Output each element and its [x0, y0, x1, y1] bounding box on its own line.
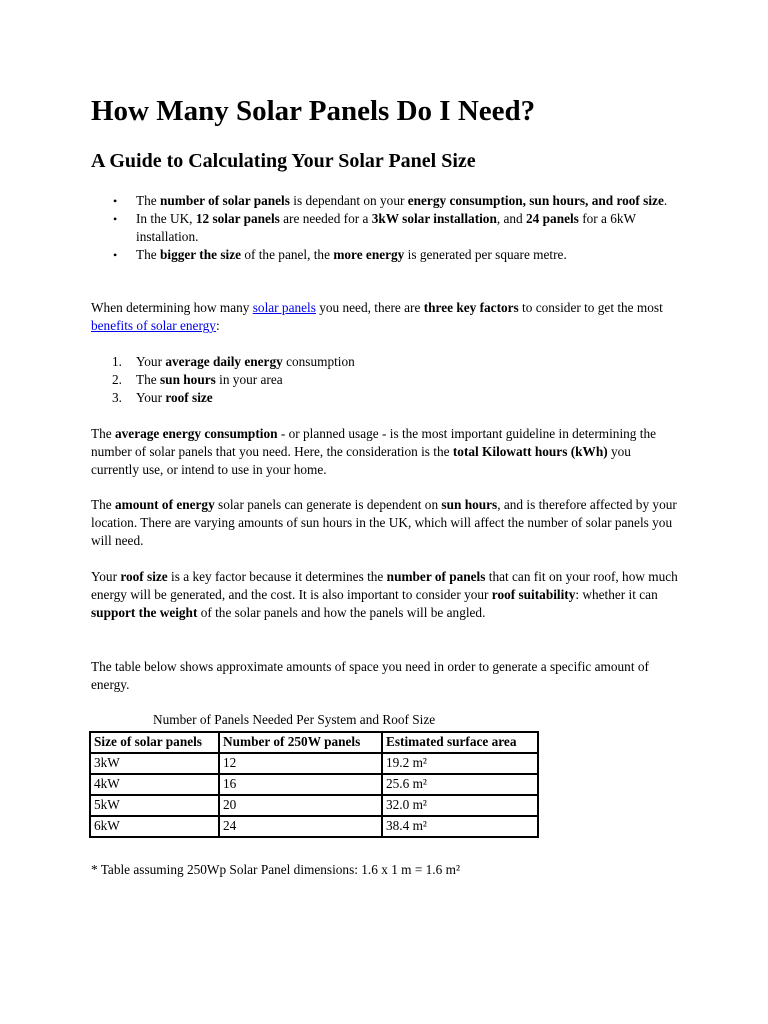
emphasis-text: total Kilowatt hours (kWh) [452, 444, 608, 459]
emphasis-text: amount of energy [115, 497, 215, 512]
body-text: The [91, 497, 115, 512]
body-text: : whether it can [575, 587, 658, 602]
body-text: . [663, 193, 668, 208]
table-row [90, 795, 538, 816]
table-cell: 6kW [90, 816, 219, 837]
table-cell: 4kW [90, 774, 219, 795]
intro-bold: three key factors [423, 300, 519, 315]
table-cell: 5kW [90, 795, 219, 816]
body-text: The [136, 193, 160, 208]
emphasis-text: average energy consumption [115, 426, 278, 441]
emphasis-text: sun hours [160, 372, 216, 387]
body-text: - or planned usage - is the most important guideline in determining the number of solar panels that you need. Here, the consideration is the [91, 426, 657, 459]
table-row [90, 816, 538, 837]
factor-number: 1. [112, 354, 122, 369]
factor-number: 3. [112, 390, 122, 405]
body-text: of the solar panels and how the panels will be angled. [197, 605, 486, 620]
body-text: of the panel, the [241, 247, 334, 262]
benefits-of-solar-energy-link[interactable]: benefits of solar energy [91, 318, 216, 333]
table-cell: 12 [219, 753, 382, 774]
body-text: In the UK, [136, 211, 196, 226]
factor-text [136, 390, 213, 405]
factor-item [91, 389, 681, 407]
emphasis-text: sun hours [441, 497, 498, 512]
table-row [90, 753, 538, 774]
factor-number: 2. [112, 372, 122, 387]
table-cell: 24 [219, 816, 382, 837]
body-text: The [136, 247, 160, 262]
emphasis-text: energy consumption, sun hours, and roof size [407, 193, 664, 208]
body-text: , and [496, 211, 527, 226]
body-text: , and is therefore affected by your location. There are varying amounts of sun hours in the UK, which will affect the number of solar panels you will need. [91, 497, 677, 548]
table-cell: 3kW [90, 753, 219, 774]
factor-text [136, 372, 283, 387]
emphasis-text: 3kW solar installation [371, 211, 497, 226]
emphasis-text: average daily energy [165, 354, 283, 369]
emphasis-text: bigger the size [160, 247, 241, 262]
page-subtitle: A Guide to Calculating Your Solar Panel Size [91, 150, 476, 172]
body-text: The [91, 426, 115, 441]
emphasis-text: 12 solar panels [195, 211, 280, 226]
key-point-item [91, 246, 681, 264]
consumption-paragraph [91, 425, 681, 479]
intro-text: When determining how many [91, 300, 253, 315]
intro-text: to consider to get the most [518, 300, 663, 315]
table-cell: 20 [219, 795, 382, 816]
table-header-cell: Estimated surface area [382, 732, 538, 753]
intro-paragraph [91, 299, 681, 335]
table-cell: 38.4 m² [382, 816, 538, 837]
factor-item [91, 371, 681, 389]
key-factors-list [91, 353, 681, 407]
table-header-row [90, 732, 538, 753]
intro-text: : [215, 318, 220, 333]
page-title: How Many Solar Panels Do I Need? [91, 95, 536, 127]
emphasis-text: roof size [120, 569, 168, 584]
body-text: is dependant on your [289, 193, 408, 208]
body-text: you currently use, or intend to use in your home. [91, 444, 631, 477]
table-intro-paragraph: The table below shows approximate amounts of space you need in order to generate a specific amount of energy. [91, 659, 649, 692]
table-header-cell: Number of 250W panels [219, 732, 382, 753]
table-caption: Number of Panels Needed Per System and Roof Size [153, 712, 436, 727]
body-text: is a key factor because it determines the [167, 569, 387, 584]
table-cell: 19.2 m² [382, 753, 538, 774]
panels-table [89, 731, 539, 838]
intro-text: you need, there are [315, 300, 424, 315]
key-point-item [91, 192, 681, 210]
body-text: Your [136, 390, 166, 405]
table-footnote: * Table assuming 250Wp Solar Panel dimensions: 1.6 x 1 m = 1.6 m² [91, 862, 460, 877]
body-text: are needed for a [279, 211, 372, 226]
emphasis-text: number of panels [386, 569, 486, 584]
body-text: in your area [215, 372, 283, 387]
emphasis-text: 24 panels [526, 211, 579, 226]
body-text: for a 6kW installation. [136, 211, 636, 244]
body-text: Your [136, 354, 166, 369]
roof-paragraph [91, 568, 681, 622]
emphasis-text: roof size [165, 390, 213, 405]
emphasis-text: more energy [333, 247, 405, 262]
energy-paragraph [91, 496, 681, 550]
table-cell: 16 [219, 774, 382, 795]
body-text: Your [91, 569, 121, 584]
emphasis-text: number of solar panels [160, 193, 290, 208]
emphasis-text: support the weight [91, 605, 198, 620]
body-text: solar panels can generate is dependent on [214, 497, 442, 512]
factor-item [91, 353, 681, 371]
table-cell: 32.0 m² [382, 795, 538, 816]
factor-text [136, 354, 355, 369]
body-text: that can fit on your roof, how much energy will be generated, and the cost. It is also important to consider your [91, 569, 678, 602]
key-point-item [91, 210, 681, 246]
table-row [90, 774, 538, 795]
body-text: consumption [282, 354, 355, 369]
table-header-cell: Size of solar panels [90, 732, 219, 753]
emphasis-text: roof suitability [491, 587, 576, 602]
solar-panels-link[interactable]: solar panels [252, 300, 316, 315]
key-points-list [91, 192, 681, 264]
body-text: is generated per square metre. [404, 247, 567, 262]
table-cell: 25.6 m² [382, 774, 538, 795]
body-text: The [136, 372, 160, 387]
